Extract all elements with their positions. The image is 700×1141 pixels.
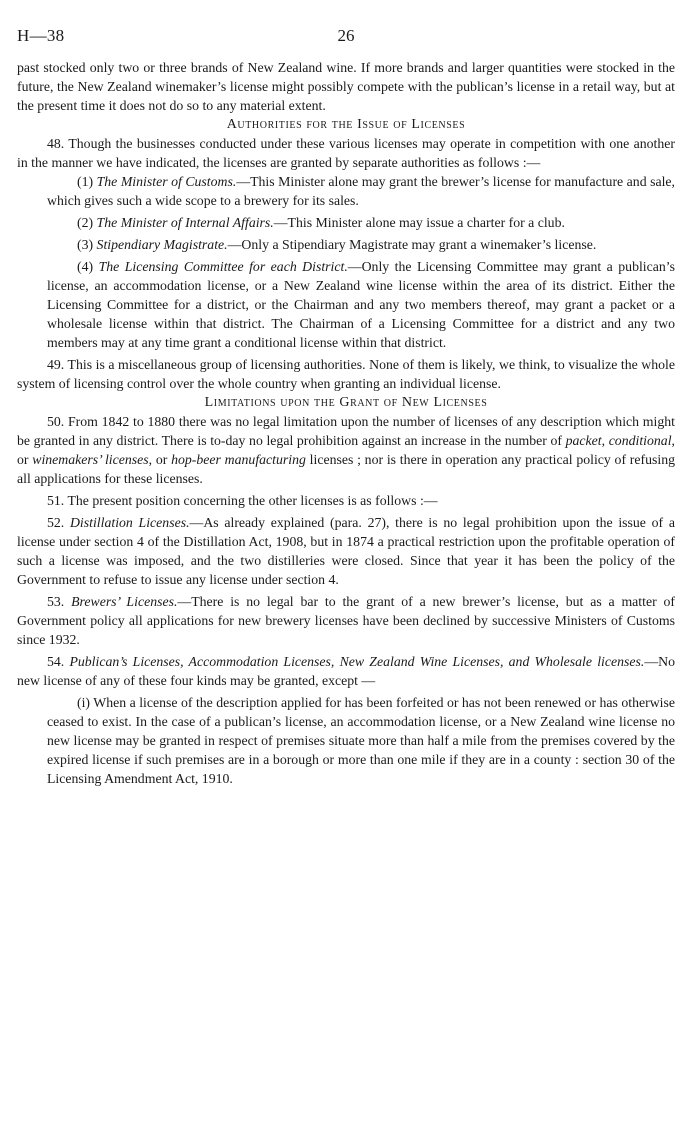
paragraph-50: 50. From 1842 to 1880 there was no legal limitation upon the number of licenses of any description which might be granted in any district. There is to-day no legal prohibition against an increase in the number of packet, conditional, or winemakers’ licenses, or hop-beer manufacturing licenses ; nor is there in operation any practical policy of refusing all applications for these licenses. (17, 414, 676, 486)
document-reference: H—38 (17, 26, 65, 45)
item-number: (2) (77, 215, 97, 230)
continuation-paragraph: past stocked only two or three brands of New Zealand wine. If more brands and larger quantities were stocked in the future, the New Zealand winemaker’s license might possibly compete with the publican’s license in a retail way, but at the present time it does not do so to any material extent. (17, 60, 675, 113)
authority-item-3 (47, 235, 675, 254)
item-number: (3) (77, 237, 97, 252)
item-body: —Only a Stipendiary Magistrate may grant a winemaker’s license. (227, 237, 597, 252)
item-title: The Licensing Committee for each District. (98, 259, 348, 274)
document-page (17, 0, 675, 1141)
authority-item-1 (47, 172, 675, 210)
item-number: (1) (77, 174, 97, 189)
authority-item-2 (47, 213, 675, 232)
item-body: —This Minister alone may grant the brewer’s license for manufacture and sale, which gives such a wide scope to a brewery for its sales. (47, 174, 676, 208)
section-heading-limitations: Limitations upon the Grant of New Licenses (204, 395, 488, 410)
paragraph-53: 53. Brewers’ Licenses.—There is no legal bar to the grant of a new brewer’s license, but as a matter of Government policy all applications for new brewery licenses have been declined by successive Ministers of Customs since 1932. (17, 594, 675, 647)
exception-item-i: (i) When a license of the description applied for has been forfeited or has not been renewed or has otherwise ceased to exist. In the case of a publican’s license, an accommodation license, or a New Zealand wine license no new license may be granted in respect of premises situate more than half a mile from the premises covered by the expired license if such premises are in a borough or more than one mile if they are in a county : section 30 of the Licensing Amendment Act, 1910. (47, 695, 675, 786)
body-text (17, 58, 675, 788)
item-title: The Minister of Customs. (96, 174, 237, 189)
item-title: The Minister of Internal Affairs. (96, 215, 274, 230)
page-number: 26 (337, 26, 355, 45)
item-body: —This Minister alone may issue a charter for a club. (273, 215, 565, 230)
item-title: Stipendiary Magistrate. (96, 237, 228, 252)
paragraph-52: 52. Distillation Licenses.—As already explained (para. 27), there is no legal prohibition upon the issue of a license under section 4 of the Distillation Act, 1908, but in 1874 a practical restriction upon the profitable operation of such a license was imposed, and the two distilleries were closed. Since that year it has been the policy of the Government to refuse to issue any license under section 4. (17, 515, 675, 587)
page-header (17, 0, 675, 58)
paragraph-49: 49. This is a miscellaneous group of licensing authorities. None of them is likely, we think, to visualize the whole system of licensing control over the whole country when granting an individual license. (17, 357, 675, 391)
authority-item-4 (47, 257, 675, 352)
item-body: —Only the Licensing Committee may grant a publican’s license, an accommodation license, or a New Zealand wine license within the area of its district. Either the Licensing Committee for a district, or the Chairman and any two members thereof, may grant a packet or a wholesale license within that district. The Chairman of a Licensing Committee for a district and any two members may at any time grant a conditional license within that district. (47, 259, 675, 350)
item-number: (4) (77, 259, 99, 274)
paragraph-48: 48. Though the businesses conducted under these various licenses may operate in competition with one another in the manner we have indicated, the licenses are granted by separate authorities as follows :— (17, 136, 675, 170)
paragraph-51: 51. The present position concerning the other licenses is as follows :— (47, 493, 438, 508)
paragraph-54: 54. Publican’s Licenses, Accommodation Licenses, New Zealand Wine Licenses, and Wholesale licenses.—No new license of any of these four kinds may be granted, except — (17, 654, 676, 688)
section-heading-authorities: Authorities for the Issue of Licenses (226, 117, 466, 132)
